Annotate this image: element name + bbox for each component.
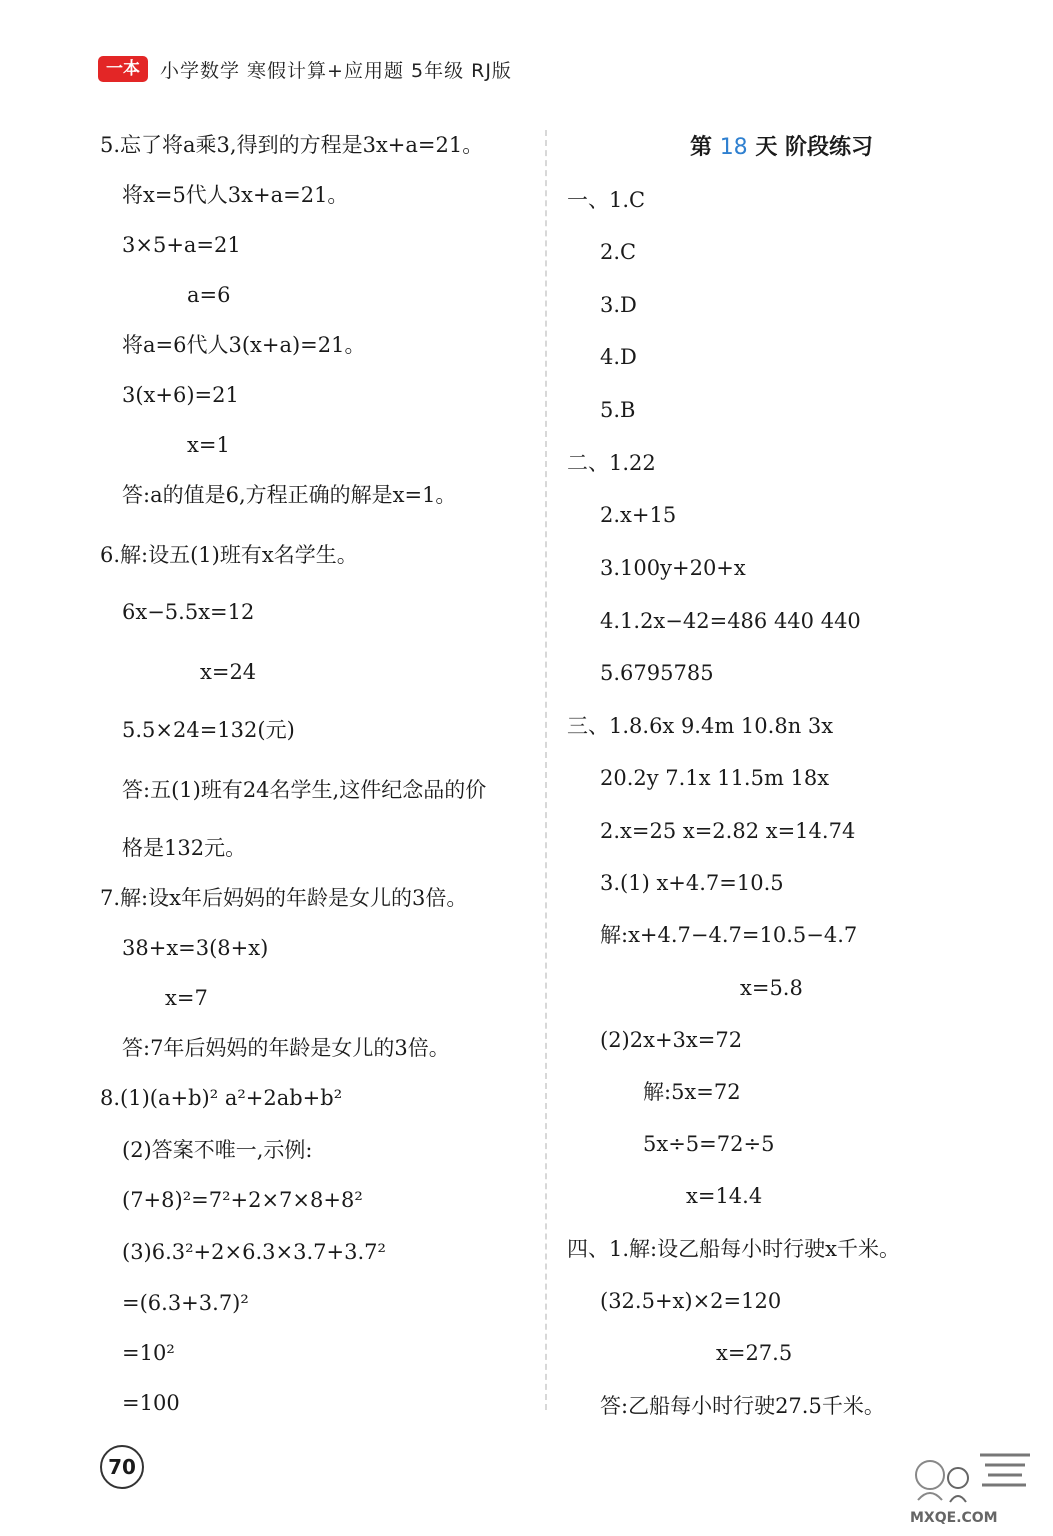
answer-line: 3.100y+20+x [600, 556, 746, 580]
answer-line: 将a=6代人3(x+a)=21。 [122, 333, 366, 357]
answer-line: =100 [122, 1391, 180, 1415]
answer-line: 答:7年后妈妈的年龄是女儿的3倍。 [122, 1036, 450, 1060]
answer-line: 20.2y 7.1x 11.5m 18x [600, 766, 830, 790]
brand-logo: 一本 [98, 56, 148, 82]
answer-line: 3×5+a=21 [122, 233, 241, 257]
answer-line: 4.1.2x−42=486 440 440 [600, 609, 861, 633]
answer-line: =(6.3+3.7)² [122, 1291, 249, 1315]
answer-line: x=7 [165, 986, 208, 1010]
answer-line: 5.5×24=132(元) [122, 718, 295, 742]
answer-line: 5.6795785 [600, 661, 714, 685]
answer-line: 4.D [600, 345, 637, 369]
answer-line: 四、1.解:设乙船每小时行驶x千米。 [567, 1237, 900, 1261]
answer-line: 将x=5代人3x+a=21。 [122, 183, 349, 207]
answer-line: 3.D [600, 293, 637, 317]
answer-line: 2.x+15 [600, 503, 677, 527]
answer-line: 答:乙船每小时行驶27.5千米。 [600, 1394, 885, 1418]
answer-line: (32.5+x)×2=120 [600, 1289, 782, 1313]
answer-line: 2.C [600, 240, 637, 264]
answer-line: (2)2x+3x=72 [600, 1028, 743, 1052]
answer-line: 解:x+4.7−4.7=10.5−4.7 [600, 923, 858, 947]
section-title [690, 130, 873, 161]
answer-line: 38+x=3(8+x) [122, 936, 269, 960]
answer-line: 一、1.C [567, 188, 646, 212]
answer-line: x=24 [200, 660, 257, 684]
answer-line: 答:五(1)班有24名学生,这件纪念品的价 [122, 778, 487, 802]
answer-line: 格是132元。 [122, 836, 247, 860]
watermark-text: MXQE.COM [910, 1510, 998, 1526]
column-divider [545, 130, 547, 1410]
answer-line: 5.忘了将a乘3,得到的方程是3x+a=21。 [100, 133, 484, 157]
answer-line: 三、1.8.6x 9.4m 10.8n 3x [567, 714, 834, 738]
answer-line: x=5.8 [740, 976, 803, 1000]
answer-line: (7+8)²=7²+2×7×8+8² [122, 1188, 363, 1212]
answer-line: 6x−5.5x=12 [122, 600, 255, 624]
answer-line: a=6 [187, 283, 231, 307]
answer-line: 3.(1) x+4.7=10.5 [600, 871, 784, 895]
answer-line: 5x÷5=72÷5 [643, 1132, 775, 1156]
answer-line: 5.B [600, 398, 636, 422]
answer-line: 6.解:设五(1)班有x名学生。 [100, 543, 358, 567]
answer-line: 答:a的值是6,方程正确的解是x=1。 [122, 483, 457, 507]
page-number: 70 [100, 1445, 144, 1489]
section-title-suffix: 天 阶段练习 [755, 135, 874, 160]
answer-line: 8.(1)(a+b)² a²+2ab+b² [100, 1086, 343, 1110]
answer-line: 二、1.22 [567, 451, 656, 475]
answer-line: 2.x=25 x=2.82 x=14.74 [600, 819, 856, 843]
answer-line: 3(x+6)=21 [122, 383, 239, 407]
answer-line: =10² [122, 1341, 175, 1365]
section-title-prefix: 第 [690, 135, 713, 160]
answer-line: x=14.4 [686, 1184, 763, 1208]
day-number: 18 [719, 135, 748, 160]
answer-line: 解:5x=72 [643, 1080, 741, 1104]
answer-line: 7.解:设x年后妈妈的年龄是女儿的3倍。 [100, 886, 468, 910]
answer-line: (3)6.3²+2×6.3×3.7+3.7² [122, 1240, 386, 1264]
page-header [98, 52, 512, 86]
answer-line: x=1 [187, 433, 230, 457]
answer-line: x=27.5 [716, 1341, 793, 1365]
answer-line: (2)答案不唯一,示例: [122, 1138, 313, 1162]
watermark-logo [900, 1440, 1040, 1530]
book-title: 小学数学 寒假计算+应用题 5年级 RJ版 [160, 59, 512, 82]
